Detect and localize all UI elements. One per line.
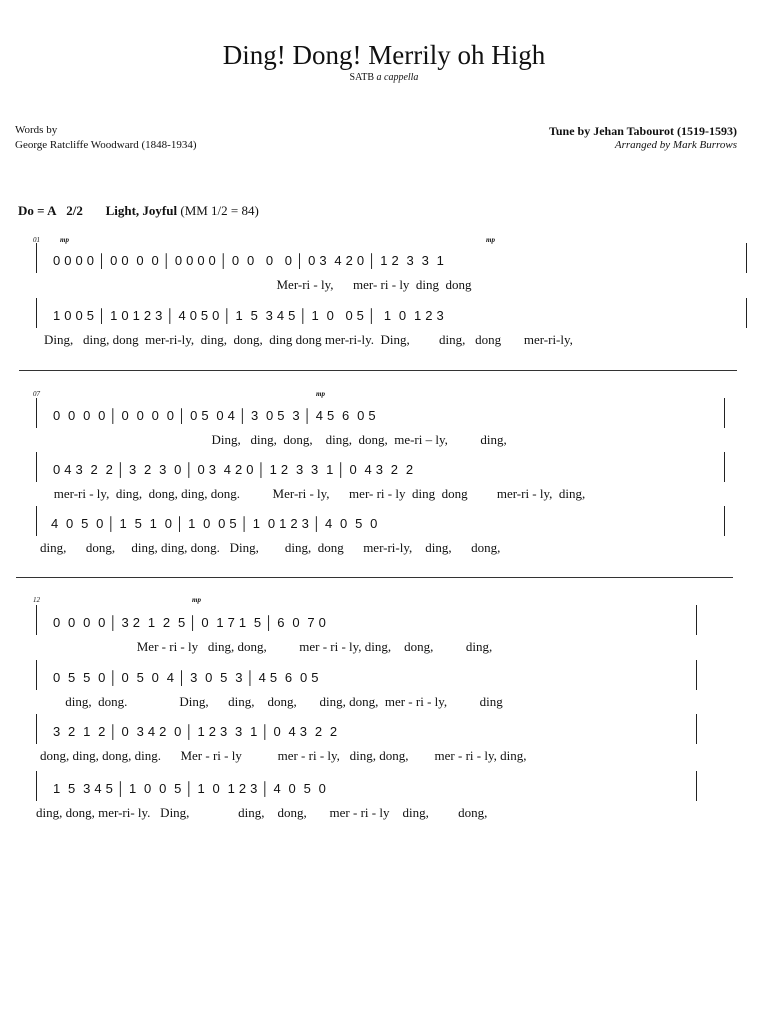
staff-line [36, 660, 700, 712]
barline [36, 771, 37, 801]
system-divider [19, 370, 737, 371]
dynamic-mark: mp [60, 236, 69, 244]
lyrics-line: Ding, ding, dong mer-ri-ly, ding, dong, ding dong mer-ri-ly. Ding, ding, dong mer-ri-ly, [44, 332, 573, 347]
notes-line: 0 0 0 0 │ 0 0 0 0 │ 0 0 0 0 │ 0 0 0 0 │ 0 3 4 2 0 │ 1 2 3 3 1 [53, 253, 445, 268]
subtitle-main: SATB [349, 72, 377, 83]
staff-line [36, 605, 700, 657]
barline [36, 243, 37, 273]
key-signature-line [18, 203, 259, 219]
measure-number: 01 [33, 236, 40, 244]
notes-line: 1 0 0 5 │ 1 0 1 2 3 │ 4 0 5 0 │ 1 5 3 4 5 │ 1 0 0 5 │ 1 0 1 2 3 [53, 308, 444, 323]
notes-line: 3 2 1 2 │ 0 3 4 2 0 │ 1 2 3 3 1 │ 0 4 3 2 2 [53, 724, 338, 739]
notes-line: 0 0 0 0 │ 3 2 1 2 5 │ 0 1 7 1 5 │ 6 0 7 0 [53, 615, 327, 630]
barline [724, 398, 725, 428]
key-do: Do = A [18, 203, 57, 218]
subtitle [0, 72, 768, 83]
barline [696, 771, 697, 801]
time-signature: 2/2 [66, 203, 83, 218]
tempo-word: Light, Joyful [105, 203, 178, 218]
barline [724, 506, 725, 536]
staff-line [36, 506, 726, 558]
notes-line: 1 5 3 4 5 │ 1 0 0 5 │ 1 0 1 2 3 │ 4 0 5 0 [53, 781, 327, 796]
staff-line [36, 452, 726, 504]
barline [696, 605, 697, 635]
tempo-mark: (MM 1/2 = 84) [180, 203, 259, 218]
words-author: George Ratcliffe Woodward (1848-1934) [15, 139, 197, 151]
staff-line [36, 398, 726, 450]
staff-line [36, 298, 748, 350]
notes-line: 0 5 5 0 │ 0 5 0 4 │ 3 0 5 3 │ 4 5 6 0 5 [53, 670, 319, 685]
barline [36, 298, 37, 328]
barline [36, 714, 37, 744]
barline [724, 452, 725, 482]
lyrics-line: ding, dong, ding, ding, dong. Ding, ding, dong mer-ri-ly, ding, dong, [40, 540, 501, 555]
staff-line [36, 714, 700, 766]
dynamic-mark: mp [486, 236, 495, 244]
barline [746, 298, 747, 328]
lyrics-line: Mer-ri - ly, mer- ri - ly ding dong [36, 277, 472, 292]
lyrics-line: ding, dong, mer-ri- ly. Ding, ding, dong, mer - ri - ly ding, dong, [36, 805, 488, 820]
barline [696, 660, 697, 690]
arranger-credit: Arranged by Mark Burrows [614, 139, 737, 151]
staff-line [36, 771, 700, 823]
dynamic-mark: mp [192, 596, 201, 604]
subtitle-italic: a cappella [376, 72, 419, 83]
lyrics-line: Ding, ding, dong, ding, dong, me-ri – ly, ding, [36, 432, 507, 447]
page-title: Ding! Dong! Merrily oh High [222, 40, 546, 70]
system-divider [16, 577, 733, 578]
barline [36, 660, 37, 690]
lyrics-line: Mer - ri - ly ding, dong, mer - ri - ly, ding, dong, ding, [36, 639, 493, 654]
barline [36, 452, 37, 482]
barline [746, 243, 747, 273]
barline [36, 506, 37, 536]
measure-number: 07 [33, 390, 40, 398]
lyrics-line: dong, ding, dong, ding. Mer - ri - ly mer - ri - ly, ding, dong, mer - ri - ly, ding, [40, 748, 527, 763]
dynamic-mark: mp [316, 390, 325, 398]
notes-line: 0 4 3 2 2 │ 3 2 3 0 │ 0 3 4 2 0 │ 1 2 3 3 1 │ 0 4 3 2 2 [53, 462, 414, 477]
notes-line: 4 0 5 0 │ 1 5 1 0 │ 1 0 0 5 │ 1 0 1 2 3 │ 4 0 5 0 [51, 516, 378, 531]
tune-credit: Tune by Jehan Tabourot (1519-1593) [548, 124, 737, 138]
notes-line: 0 0 0 0 │ 0 0 0 0 │ 0 5 0 4 │ 3 0 5 3 │ 4 5 6 0 5 [53, 408, 376, 423]
lyrics-line: mer-ri - ly, ding, dong, ding, dong. Mer-ri - ly, mer- ri - ly ding dong mer-ri - ly, ding, [44, 486, 586, 501]
staff-line [36, 243, 748, 295]
barline [36, 605, 37, 635]
lyrics-line: ding, dong. Ding, ding, dong, ding, dong, mer - ri - ly, ding [36, 694, 503, 709]
barline [696, 714, 697, 744]
words-label: Words by [15, 124, 58, 136]
measure-number: 12 [33, 596, 40, 604]
barline [36, 398, 37, 428]
